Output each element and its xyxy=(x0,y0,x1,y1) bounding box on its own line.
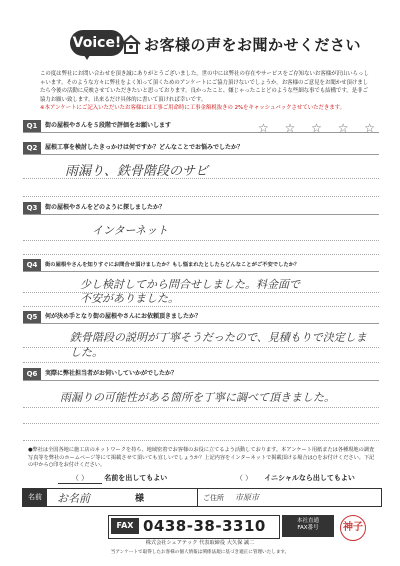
page-title: お客様の声をお聞かせください xyxy=(144,36,362,54)
honorific: 様 xyxy=(135,494,145,504)
fax-number: 0438-38-3310 xyxy=(143,517,266,535)
answer-line xyxy=(23,407,379,408)
answer-line xyxy=(23,347,379,348)
question-6 xyxy=(23,368,379,381)
question-tag: Q5 xyxy=(23,311,41,323)
answer-q5[interactable]: 鉄骨階段の説明が丁寧そうだったので、見積もりで決定しました。 xyxy=(70,331,367,359)
question-text: 街の屋根やさんを５段階で評価をお願いします xyxy=(45,122,172,129)
answer-q2[interactable]: 雨漏り、鉄骨階段のサビ xyxy=(65,164,209,179)
question-2 xyxy=(23,142,379,155)
voice-badge: Voice! xyxy=(70,30,124,56)
answer-line xyxy=(23,362,379,363)
question-tag: Q6 xyxy=(23,368,41,380)
consent-option-initial[interactable] xyxy=(226,473,355,483)
question-text: 何が決め手となり街の屋根やさんにお依頼頂きましたか？ xyxy=(45,313,202,320)
name-value[interactable]: お名前 xyxy=(57,492,90,505)
company-line: 株式会社シェアテック 代表取締役 大久保 誠二 xyxy=(145,540,255,546)
fax-box xyxy=(108,515,280,539)
question-5 xyxy=(23,311,379,324)
intro-text xyxy=(40,70,370,113)
consent-option-name[interactable] xyxy=(58,473,167,484)
question-tag: Q3 xyxy=(23,202,41,214)
answer-q3[interactable]: インターネット xyxy=(92,224,169,237)
intro-body: この度は弊社にお問い合わせを頂き誠にありがとうございました。世の中には弊社の存在やサービスをご存知ないお客様が沢山いらっしゃいます。そのような方々に弊社をよく知って頂くためのアンケートにご協力頂けないでしょうか。お客様のご意見をお聞かせ頂けましたら今後の活動に反映させていただきたいと思っております。良かったこと、嫌じゃったことどのような些細な事でも結構です。是非ご協力お願い致します。出来るだけ具体的に書いて頂ければ幸いです。 xyxy=(40,71,369,103)
name-address-row xyxy=(22,488,382,507)
bubble-tail xyxy=(82,52,92,60)
answer-line xyxy=(23,423,379,424)
consent-note: ●弊社は全国各地に施工店のネットワークを持ち、地域密着でお客様のお役に立てるよう活動しております。本アンケート用紙または各種現地の調査写真等を弊社のホームページ等にて掲載させて頂いても宜しいでしょうか？上記内容をインターネットで掲載頂ける場合は○をお付けください。下記の中から○印をお付けください。 xyxy=(28,447,375,468)
name-label: 名前 xyxy=(23,489,47,506)
house-icon xyxy=(120,34,142,54)
question-text: 屋根工事を検討したきっかけは何ですか？どんなことでお悩みでしたか？ xyxy=(45,144,244,151)
answer-q4[interactable]: 少し検討してから問合せしました。料金面で不安がありました。 xyxy=(80,278,300,305)
question-4 xyxy=(23,259,379,272)
question-text: 実際に弊社担当者がお伺いしていかがでしたか？ xyxy=(45,370,178,377)
star-rating[interactable]: ☆ ☆ ☆ ☆ ☆ xyxy=(258,121,382,135)
fax-direct-line2: FAX番号 xyxy=(297,525,319,531)
address-label: ご住所 xyxy=(203,494,224,502)
question-tag: Q1 xyxy=(23,120,41,132)
consent-mark[interactable]: （ ） xyxy=(235,474,253,482)
question-text: 街の屋根やさんをどのように探しましたか？ xyxy=(45,204,166,211)
question-tag: Q2 xyxy=(23,142,41,154)
fax-label: FAX xyxy=(111,518,139,534)
option-label: 名前を出してもよい xyxy=(104,474,168,482)
question-text: 街の屋根やさんを知りすぐにお問合せ頂けましたか？もし悩まれたとしたらどんなことがご不安でしたか？ xyxy=(45,262,300,268)
answer-line xyxy=(23,178,379,179)
answer-line xyxy=(23,306,379,307)
address-value[interactable]: 市原市 xyxy=(235,493,259,502)
seal-stamp: 神子 xyxy=(340,515,366,541)
answer-line xyxy=(23,240,379,241)
question-tag: Q4 xyxy=(23,259,41,271)
consent-mark[interactable]: （ ） xyxy=(58,473,102,484)
answer-line xyxy=(23,254,379,255)
fax-direct-box xyxy=(282,515,334,537)
answer-line xyxy=(23,196,379,197)
intro-cashback: ※本アンケートにご記入いただいたお客様には工事ご用命時に工事金額税抜きの 2%をキャッシュバックさせていただきます。 xyxy=(40,105,346,112)
option-label: イニシャルなら出してもよい xyxy=(264,474,355,482)
answer-q6[interactable]: 雨漏りの可能性がある箇所を丁寧に調べて頂きました。 xyxy=(60,391,335,404)
fax-direct-line1: 本社直通 xyxy=(296,518,319,524)
privacy-note: 当アンケートで取得したお客様の個人情報は関係法規に基づき適正に管理いたします。 xyxy=(110,550,290,555)
answer-line xyxy=(23,440,379,441)
answer-line xyxy=(23,292,379,293)
question-3 xyxy=(23,202,379,215)
divider xyxy=(197,489,198,506)
